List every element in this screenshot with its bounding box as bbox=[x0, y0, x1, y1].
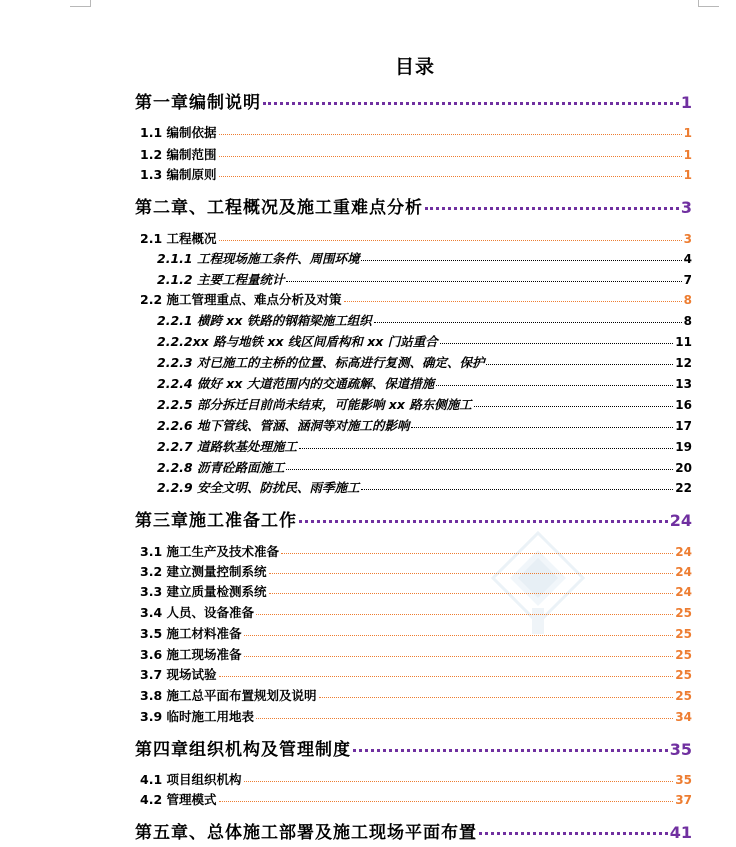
toc-entry-page-number: 41 bbox=[669, 823, 692, 842]
toc-entry-label: 2.2.4 做好 xx 大道范围内的交通疏解、保道措施 bbox=[157, 376, 435, 391]
dot-leader bbox=[219, 134, 682, 135]
toc-entry-level3[interactable] bbox=[157, 249, 692, 267]
toc-entry-page-number: 16 bbox=[675, 398, 692, 412]
toc-entry-label: 4.2 管理模式 bbox=[140, 792, 217, 807]
toc-entry-label: 第二章、工程概况及施工重难点分析 bbox=[135, 198, 423, 218]
dot-leader bbox=[344, 301, 682, 302]
toc-entry-label: 第四章组织机构及管理制度 bbox=[135, 740, 351, 760]
toc-entry-level2[interactable] bbox=[140, 603, 692, 621]
dot-leader bbox=[281, 553, 673, 554]
toc-entry-label: 3.7 现场试验 bbox=[140, 667, 217, 682]
toc-entry-level3[interactable] bbox=[157, 416, 692, 434]
toc-entry-page-number: 13 bbox=[675, 377, 692, 391]
dot-leader bbox=[361, 489, 673, 490]
toc-entry-page-number: 11 bbox=[675, 335, 692, 349]
toc-entry-level1[interactable] bbox=[135, 88, 692, 113]
toc-entry-label: 2.2.5 部分拆迁目前尚未结束，可能影响 xx 路东侧施工 bbox=[157, 397, 472, 412]
toc-entry-level2[interactable] bbox=[140, 290, 692, 308]
dot-leader bbox=[361, 260, 681, 261]
toc-entry-page-number: 19 bbox=[675, 440, 692, 454]
toc-entry-level2[interactable] bbox=[140, 145, 692, 163]
toc-entry-page-number: 1 bbox=[683, 148, 692, 162]
toc-entry-label: 1.3 编制原则 bbox=[140, 167, 217, 182]
dot-leader bbox=[286, 469, 673, 470]
toc-entry-page-number: 3 bbox=[680, 198, 692, 217]
toc-entry-level2[interactable] bbox=[140, 770, 692, 788]
toc-entry-page-number: 22 bbox=[675, 481, 692, 495]
toc-entry-label: 2.1.1 工程现场施工条件、周围环境 bbox=[157, 251, 360, 266]
toc-entry-page-number: 25 bbox=[675, 627, 692, 641]
toc-entry-label: 3.6 施工现场准备 bbox=[140, 647, 242, 662]
toc-entry-level3[interactable] bbox=[157, 478, 692, 496]
toc-entry-label: 2.2.1 横跨 xx 铁路的钢箱梁施工组织 bbox=[157, 313, 372, 328]
toc-entry-label: 3.8 施工总平面布置规划及说明 bbox=[140, 688, 317, 703]
dot-leader bbox=[256, 614, 673, 615]
toc-entry-page-number: 3 bbox=[683, 232, 692, 246]
toc-entry-page-number: 34 bbox=[675, 710, 692, 724]
toc-entry-level1[interactable] bbox=[135, 735, 692, 760]
toc-entry-label: 1.2 编制范围 bbox=[140, 147, 217, 162]
toc-entry-label: 2.2.6 地下管线、管涵、涵洞等对施工的影响 bbox=[157, 418, 410, 433]
toc-entry-page-number: 20 bbox=[675, 461, 692, 475]
toc-entry-page-number: 25 bbox=[675, 606, 692, 620]
dot-leader bbox=[269, 593, 674, 594]
dot-leader bbox=[474, 406, 674, 407]
toc-entry-level1[interactable] bbox=[135, 193, 692, 218]
toc-entry-label: 3.5 施工材料准备 bbox=[140, 626, 242, 641]
toc-entry-label: 2.2.8 沥青砼路面施工 bbox=[157, 460, 285, 475]
dot-leader bbox=[299, 520, 668, 523]
dot-leader bbox=[436, 385, 673, 386]
toc-entry-level3[interactable] bbox=[157, 437, 692, 455]
dot-leader bbox=[319, 697, 674, 698]
toc-entry-level3[interactable] bbox=[157, 458, 692, 476]
toc-entry-level3[interactable] bbox=[157, 332, 692, 350]
dot-leader bbox=[411, 427, 673, 428]
toc-entry-level2[interactable] bbox=[140, 624, 692, 642]
toc-title: 目录 bbox=[394, 56, 435, 78]
dot-leader bbox=[244, 781, 674, 782]
toc-entry-page-number: 4 bbox=[683, 252, 692, 266]
dot-leader bbox=[486, 364, 673, 365]
dot-leader bbox=[374, 322, 682, 323]
dot-leader bbox=[219, 676, 674, 677]
toc-entry-page-number: 35 bbox=[669, 740, 692, 759]
toc-entry-level2[interactable] bbox=[140, 790, 692, 808]
toc-entry-label: 2.2.3 对已施工的主桥的位置、标高进行复测、确定、保护 bbox=[157, 355, 485, 370]
toc-entry-label: 第三章施工准备工作 bbox=[135, 511, 297, 531]
dot-leader bbox=[256, 718, 673, 719]
toc-entry-page-number: 37 bbox=[675, 793, 692, 807]
toc-entry-page-number: 7 bbox=[683, 273, 692, 287]
toc-entry-level2[interactable] bbox=[140, 582, 692, 600]
dot-leader bbox=[244, 656, 674, 657]
toc-entry-label: 3.1 施工生产及技术准备 bbox=[140, 544, 279, 559]
toc-entry-label: 2.2.2xx 路与地铁 xx 线区间盾构和 xx 门站重合 bbox=[157, 334, 438, 349]
toc-entry-page-number: 1 bbox=[683, 168, 692, 182]
toc-entry-label: 第一章编制说明 bbox=[135, 93, 261, 113]
toc-entry-label: 3.9 临时施工用地表 bbox=[140, 709, 254, 724]
page-corner-mark-right bbox=[698, 0, 719, 7]
toc-entry-level2[interactable] bbox=[140, 645, 692, 663]
dot-leader bbox=[219, 801, 674, 802]
dot-leader bbox=[269, 573, 674, 574]
toc-entry-level3[interactable] bbox=[157, 311, 692, 329]
dot-leader bbox=[286, 281, 681, 282]
dot-leader bbox=[219, 176, 682, 177]
toc-entry-page-number: 24 bbox=[669, 511, 692, 530]
toc-entry-page-number: 24 bbox=[675, 565, 692, 579]
toc-entry-level3[interactable] bbox=[157, 270, 692, 288]
toc-entry-level2[interactable] bbox=[140, 665, 692, 683]
toc-entry-label: 3.2 建立测量控制系统 bbox=[140, 564, 267, 579]
dot-leader bbox=[263, 102, 679, 105]
toc-entry-page-number: 1 bbox=[683, 126, 692, 140]
toc-entry-label: 2.2.9 安全文明、防扰民、雨季施工 bbox=[157, 480, 360, 495]
toc-entry-label: 第五章、总体施工部署及施工现场平面布置 bbox=[135, 823, 477, 843]
toc-entry-page-number: 8 bbox=[683, 293, 692, 307]
toc-entry-page-number: 12 bbox=[675, 356, 692, 370]
toc-entry-level2[interactable] bbox=[140, 123, 692, 141]
toc-entry-page-number: 25 bbox=[675, 648, 692, 662]
toc-entry-level2[interactable] bbox=[140, 707, 692, 725]
dot-leader bbox=[219, 240, 682, 241]
toc-entry-label: 2.1.2 主要工程量统计 bbox=[157, 272, 285, 287]
page-corner-mark-left bbox=[70, 0, 91, 7]
toc-entry-label: 3.3 建立质量检测系统 bbox=[140, 584, 267, 599]
toc-entry-level2[interactable] bbox=[140, 562, 692, 580]
dot-leader bbox=[299, 448, 673, 449]
toc-entry-label: 4.1 项目组织机构 bbox=[140, 772, 242, 787]
toc-entry-level3[interactable] bbox=[157, 374, 692, 392]
toc-entry-label: 2.2 施工管理重点、难点分析及对策 bbox=[140, 292, 342, 307]
dot-leader bbox=[244, 635, 674, 636]
dot-leader bbox=[353, 749, 668, 752]
toc-entry-label: 2.1 工程概况 bbox=[140, 231, 217, 246]
toc-entry-level2[interactable] bbox=[140, 542, 692, 560]
toc-entry-label: 2.2.7 道路软基处理施工 bbox=[157, 439, 297, 454]
toc-entry-level2[interactable] bbox=[140, 686, 692, 704]
toc-entry-page-number: 17 bbox=[675, 419, 692, 433]
toc-entry-label: 3.4 人员、设备准备 bbox=[140, 605, 254, 620]
toc-entry-page-number: 24 bbox=[675, 585, 692, 599]
toc-entry-level1[interactable] bbox=[135, 506, 692, 531]
toc-entry-page-number: 25 bbox=[675, 668, 692, 682]
dot-leader bbox=[425, 207, 679, 210]
toc-entry-page-number: 1 bbox=[680, 93, 692, 112]
dot-leader bbox=[479, 832, 668, 835]
toc-entry-level3[interactable] bbox=[157, 395, 692, 413]
toc-entry-page-number: 35 bbox=[675, 773, 692, 787]
toc-entry-page-number: 24 bbox=[675, 545, 692, 559]
toc-entry-level2[interactable] bbox=[140, 229, 692, 247]
dot-leader bbox=[219, 156, 682, 157]
toc-entry-level3[interactable] bbox=[157, 353, 692, 371]
toc-entry-page-number: 25 bbox=[675, 689, 692, 703]
dot-leader bbox=[440, 343, 674, 344]
toc-entry-label: 1.1 编制依据 bbox=[140, 125, 217, 140]
toc-entry-page-number: 8 bbox=[683, 314, 692, 328]
toc-entry-level2[interactable] bbox=[140, 165, 692, 183]
toc-entry-level1[interactable] bbox=[135, 818, 692, 843]
